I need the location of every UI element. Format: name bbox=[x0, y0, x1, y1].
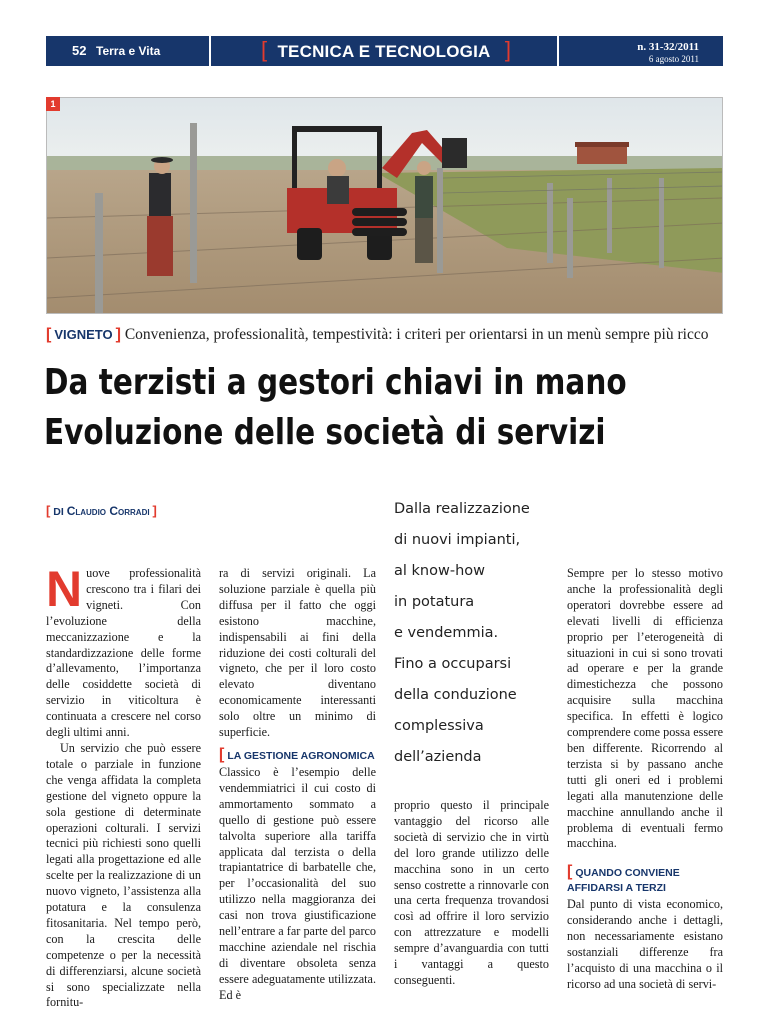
body-column-4 bbox=[567, 566, 723, 993]
vineyard-photo bbox=[46, 97, 723, 314]
subheading-affidarsi bbox=[567, 864, 723, 896]
subheading-text-2: AFFIDARSI A TERZI bbox=[567, 882, 666, 895]
body-column-3 bbox=[394, 798, 549, 989]
body-column-1 bbox=[46, 561, 201, 1011]
title-line-1: Da terzisti a gestori chiavi in mano bbox=[44, 362, 627, 403]
photo-badge: 1 bbox=[46, 97, 60, 111]
subheading-text: QUANDO CONVIENE bbox=[575, 867, 680, 880]
paragraph: Dal punto di vista economico, considerando anche i dettagli, non necessariamente esistano sostanziali differenze fra l’acquisto di una macchina o il ricorso ad una società di servi- bbox=[567, 897, 723, 991]
subheading-text: LA GESTIONE AGRONOMICA bbox=[227, 749, 375, 762]
section-bracket-open: [ bbox=[261, 37, 268, 62]
byline bbox=[46, 503, 157, 518]
title-line-2: Evoluzione delle società di servizi bbox=[44, 412, 606, 453]
section-title: TECNICA E TECNOLOGIA bbox=[277, 42, 491, 61]
pull-quote-line: in potatura bbox=[394, 594, 475, 610]
paragraph: ra di servizi originali. La soluzione parziale è quella più diffusa per il fatto che oggi esistono macchine, indispensabili ai fini della riduzione dei costi colturali del vigneto, che per il loro costo elevato diventano economicamente interessanti solo oltre un minimo di superficie. bbox=[219, 566, 376, 740]
issue-date: 6 agosto 2011 bbox=[648, 54, 699, 64]
pull-quote-line: di nuovi impianti, bbox=[394, 532, 521, 548]
section-bracket-close: ] bbox=[504, 37, 511, 62]
header-section bbox=[211, 36, 557, 66]
header-issue bbox=[559, 36, 723, 66]
subheading-bracket: [ bbox=[567, 863, 573, 881]
pull-quote-line: della conduzione bbox=[394, 687, 517, 703]
pull-quote bbox=[394, 494, 554, 773]
pull-quote-line: complessiva bbox=[394, 718, 484, 734]
subheading-gestione bbox=[219, 747, 376, 764]
pull-quote-line: dell’azienda bbox=[394, 749, 482, 765]
paragraph bbox=[46, 561, 201, 741]
kicker-line bbox=[46, 326, 736, 344]
subheading-bracket: [ bbox=[219, 745, 225, 763]
byline-prefix: DI bbox=[53, 506, 64, 518]
kicker-bracket-close: ] bbox=[115, 326, 121, 343]
vineyard-illustration bbox=[47, 98, 723, 314]
paragraph: proprio questo il principale vantaggio del ricorso alle società di servizio che in virtù del loro grande utilizzo delle macchina sono in un certo senso costrette a rinnovarle con una certa frequenza trovandosi così ad offrire il loro servizio con attrezzature e modelli sempre d’avanguardia con tutti i vantaggi a questo conseguenti. bbox=[394, 798, 549, 987]
pull-quote-line: al know-how bbox=[394, 563, 485, 579]
page-number: 52 bbox=[72, 43, 87, 58]
header-left bbox=[46, 36, 209, 66]
article-title bbox=[44, 358, 627, 458]
pull-quote-line: e vendemmia. bbox=[394, 625, 499, 641]
body-column-2 bbox=[219, 566, 376, 1004]
drop-cap: N bbox=[46, 561, 83, 617]
kicker-text: Convenienza, professionalità, tempestività: i criteri per orientarsi in un menù sempre più ricco bbox=[124, 326, 709, 343]
byline-author: Claudio Corradi bbox=[66, 504, 150, 518]
paragraph: Sempre per lo stesso motivo anche la professionalità degli operatori dovrebbe essere ad elevati livelli di efficienza proprio per l’eterogeneità di situazioni in cui si sono trovati ad operare e per la grande dimestichezza che possono acquisire sulla macchina specifica. In effetti è logico comprendere come possa essere ben differente. Ricorrendo al terzista si by passano anche tutti gli oneri ed i problemi legati alla manutenzione delle macchine annullando anche il problema di eventuali fermo macchina. bbox=[567, 566, 723, 851]
pull-quote-line: Dalla realizzazione bbox=[394, 501, 530, 517]
magazine-name: Terra e Vita bbox=[96, 44, 161, 58]
paragraph: Classico è l’esempio delle vendemmiatrici il cui costo di ammortamento sommato a quello di gestione può essere talvolta superiore alla tariffa applicata dal terzista o della trapiantatrice di barbatelle che, per l’occasionalità del suo utilizzo nella maggioranza dei casi non trova giustificazione nell’entrare a far parte del parco macchine aziendale nel rischia di diventare obsoleta senza essere adeguatamente utilizzata. Ed è bbox=[219, 764, 376, 1002]
kicker-bracket-open: [ bbox=[46, 326, 52, 343]
paragraph-text: uove professionalità crescono tra i filari dei vigneti. Con l’evoluzione della meccanizzazione e la standardizzazione delle forme d’allevamento, l’importanza delle cosiddette società di servizio in viticoltura è continuata a crescere nel corso degli ultimi anni. bbox=[46, 566, 201, 740]
kicker-tag: VIGNETO bbox=[54, 327, 113, 342]
byline-bracket-open: [ bbox=[46, 503, 51, 518]
paragraph: Un servizio che può essere totale o parziale in funzione che venga affidata la completa gestione del vigneto oppure la sola gestione di determinate operazioni colturali. I servizi tecnici più richiesti sono quelli legati alla progettazione ed alle scelte per la realizzazione di un nuovo vigneto, l’assistenza alla potatura e la consulenza fitosanitaria. Nel tempo però, con la crescita delle competenze o per la necessità di differenziarsi, alcune società si sono specializzate nella fornitu- bbox=[46, 740, 201, 1010]
issue-number: n. 31-32/2011 bbox=[637, 41, 699, 53]
pull-quote-line: Fino a occuparsi bbox=[394, 656, 512, 672]
byline-bracket-close: ] bbox=[152, 503, 157, 518]
